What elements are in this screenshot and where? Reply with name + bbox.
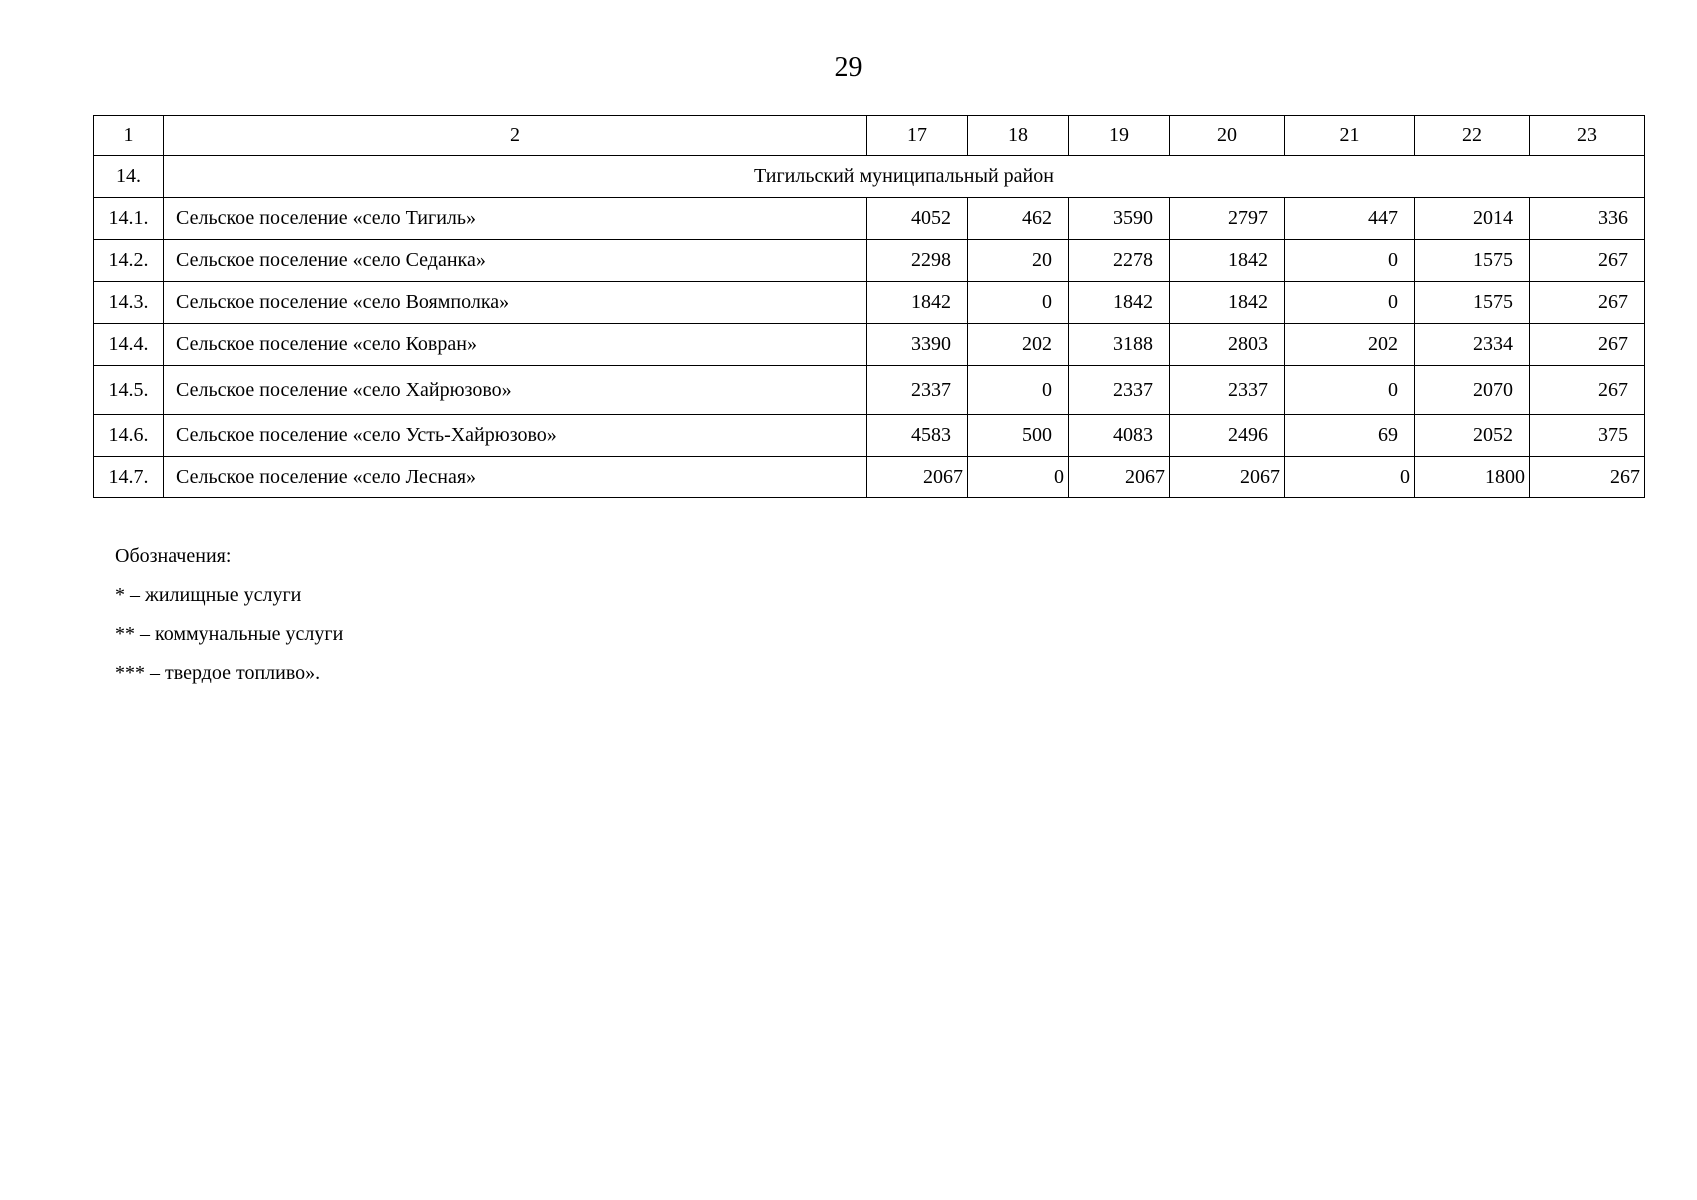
row-value: 2067 bbox=[1170, 457, 1285, 498]
column-header: 22 bbox=[1415, 116, 1530, 156]
row-value: 2070 bbox=[1415, 366, 1530, 415]
row-value: 0 bbox=[1285, 240, 1415, 282]
column-number-row bbox=[94, 116, 1645, 156]
row-value: 1842 bbox=[1170, 282, 1285, 324]
row-value: 4052 bbox=[867, 198, 968, 240]
table-row bbox=[94, 366, 1645, 415]
row-value: 336 bbox=[1530, 198, 1645, 240]
table-row bbox=[94, 240, 1645, 282]
data-table bbox=[93, 115, 1645, 498]
row-value: 3188 bbox=[1069, 324, 1170, 366]
row-value: 1575 bbox=[1415, 282, 1530, 324]
row-value: 462 bbox=[968, 198, 1069, 240]
column-header: 23 bbox=[1530, 116, 1645, 156]
section-number: 14. bbox=[94, 156, 164, 198]
row-name: Сельское поселение «село Тигиль» bbox=[164, 198, 867, 240]
column-header: 17 bbox=[867, 116, 968, 156]
row-name: Сельское поселение «село Воямполка» bbox=[164, 282, 867, 324]
row-value: 3390 bbox=[867, 324, 968, 366]
row-number: 14.5. bbox=[94, 366, 164, 415]
row-number: 14.6. bbox=[94, 415, 164, 457]
legend-item-housing: * – жилищные услуги bbox=[115, 584, 302, 606]
legend bbox=[115, 543, 343, 699]
row-value: 2803 bbox=[1170, 324, 1285, 366]
row-value: 1842 bbox=[1170, 240, 1285, 282]
row-value: 202 bbox=[968, 324, 1069, 366]
row-value: 267 bbox=[1530, 366, 1645, 415]
row-value: 4583 bbox=[867, 415, 968, 457]
row-number: 14.3. bbox=[94, 282, 164, 324]
table-row bbox=[94, 415, 1645, 457]
row-value: 2067 bbox=[867, 457, 968, 498]
row-name: Сельское поселение «село Хайрюзово» bbox=[164, 366, 867, 415]
row-value: 2797 bbox=[1170, 198, 1285, 240]
row-number: 14.7. bbox=[94, 457, 164, 498]
row-value: 375 bbox=[1530, 415, 1645, 457]
row-value: 1800 bbox=[1415, 457, 1530, 498]
row-value: 2337 bbox=[1069, 366, 1170, 415]
row-number: 14.4. bbox=[94, 324, 164, 366]
row-value: 1842 bbox=[867, 282, 968, 324]
row-value: 267 bbox=[1530, 324, 1645, 366]
legend-item-solid-fuel: *** – твердое топливо». bbox=[115, 662, 321, 684]
row-value: 2337 bbox=[1170, 366, 1285, 415]
row-value: 0 bbox=[968, 457, 1069, 498]
row-number: 14.1. bbox=[94, 198, 164, 240]
row-value: 2014 bbox=[1415, 198, 1530, 240]
row-name: Сельское поселение «село Седанка» bbox=[164, 240, 867, 282]
row-value: 1842 bbox=[1069, 282, 1170, 324]
column-header: 21 bbox=[1285, 116, 1415, 156]
column-header: 1 bbox=[94, 116, 164, 156]
row-value: 3590 bbox=[1069, 198, 1170, 240]
row-value: 0 bbox=[968, 282, 1069, 324]
column-header: 19 bbox=[1069, 116, 1170, 156]
table-row bbox=[94, 198, 1645, 240]
row-value: 2337 bbox=[867, 366, 968, 415]
row-value: 2067 bbox=[1069, 457, 1170, 498]
row-number: 14.2. bbox=[94, 240, 164, 282]
legend-title: Обозначения: bbox=[115, 545, 232, 567]
row-value: 2052 bbox=[1415, 415, 1530, 457]
row-value: 1575 bbox=[1415, 240, 1530, 282]
legend-item-utilities: ** – коммунальные услуги bbox=[115, 623, 344, 645]
row-value: 2298 bbox=[867, 240, 968, 282]
row-value: 2496 bbox=[1170, 415, 1285, 457]
row-value: 2278 bbox=[1069, 240, 1170, 282]
row-name: Сельское поселение «село Усть-Хайрюзово» bbox=[164, 415, 867, 457]
column-header: 18 bbox=[968, 116, 1069, 156]
table-row bbox=[94, 282, 1645, 324]
row-value: 0 bbox=[1285, 282, 1415, 324]
row-value: 20 bbox=[968, 240, 1069, 282]
page-number: 29 bbox=[834, 52, 863, 83]
column-header: 2 bbox=[164, 116, 867, 156]
row-value: 0 bbox=[1285, 457, 1415, 498]
row-name: Сельское поселение «село Лесная» bbox=[164, 457, 867, 498]
row-value: 202 bbox=[1285, 324, 1415, 366]
table-row bbox=[94, 457, 1645, 498]
row-value: 2334 bbox=[1415, 324, 1530, 366]
row-value: 267 bbox=[1530, 282, 1645, 324]
section-title: Тигильский муниципальный район bbox=[164, 156, 1645, 198]
column-header: 20 bbox=[1170, 116, 1285, 156]
row-value: 0 bbox=[968, 366, 1069, 415]
row-value: 0 bbox=[1285, 366, 1415, 415]
row-value: 4083 bbox=[1069, 415, 1170, 457]
row-value: 447 bbox=[1285, 198, 1415, 240]
row-value: 500 bbox=[968, 415, 1069, 457]
row-value: 69 bbox=[1285, 415, 1415, 457]
row-value: 267 bbox=[1530, 240, 1645, 282]
table-row bbox=[94, 324, 1645, 366]
row-value: 267 bbox=[1530, 457, 1645, 498]
section-row bbox=[94, 156, 1645, 198]
row-name: Сельское поселение «село Ковран» bbox=[164, 324, 867, 366]
